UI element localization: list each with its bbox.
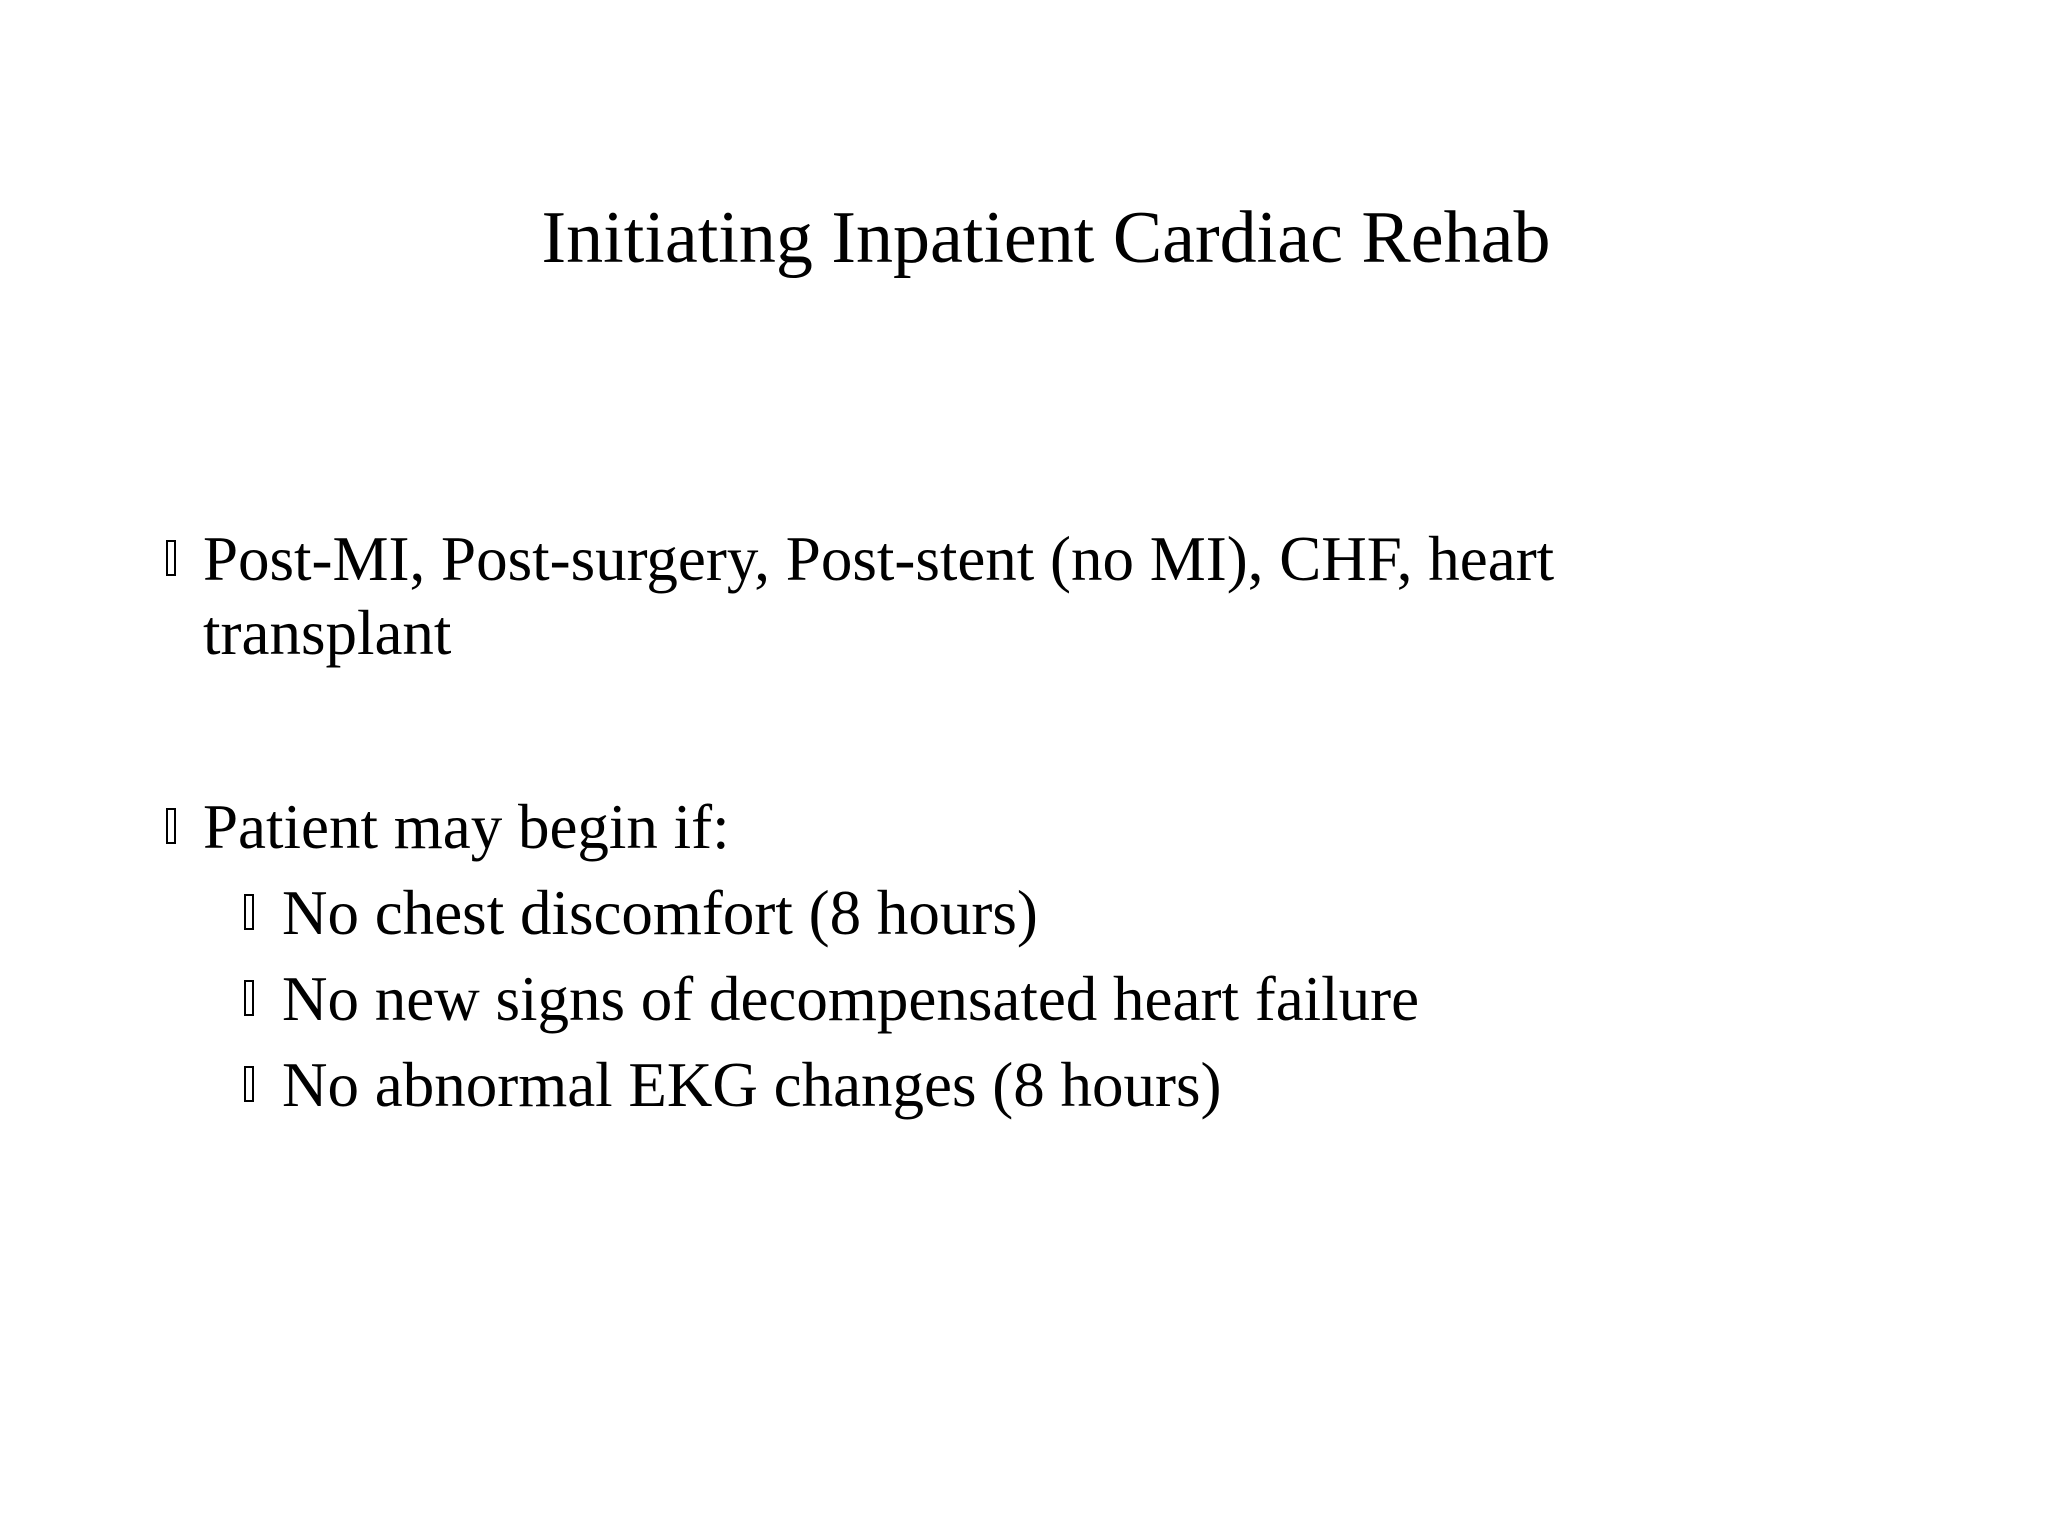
bullet-text: Post-MI, Post-surgery, Post-stent (no MI), CHF, heart transplant: [203, 524, 1555, 668]
bullet-item: [166, 790, 1766, 864]
sub-bullet-text: No abnormal EKG changes (8 hours): [282, 1050, 1222, 1120]
slide-title: Initiating Inpatient Cardiac Rehab: [541, 197, 1551, 279]
bullet-text: Patient may begin if:: [203, 792, 730, 862]
sub-bullet-text: No chest discomfort (8 hours): [282, 878, 1038, 948]
sub-bullet-item: [244, 962, 1419, 1036]
sub-bullet-text: No new signs of decompensated heart failure: [282, 964, 1420, 1034]
square-bullet-icon: [244, 894, 254, 930]
square-bullet-icon: [244, 1066, 254, 1102]
square-bullet-icon: [166, 540, 176, 576]
sub-bullet-item: [244, 876, 1038, 950]
square-bullet-icon: [244, 980, 254, 1016]
sub-bullet-item: [244, 1048, 1222, 1122]
square-bullet-icon: [166, 808, 176, 844]
bullet-item: [166, 522, 1766, 670]
